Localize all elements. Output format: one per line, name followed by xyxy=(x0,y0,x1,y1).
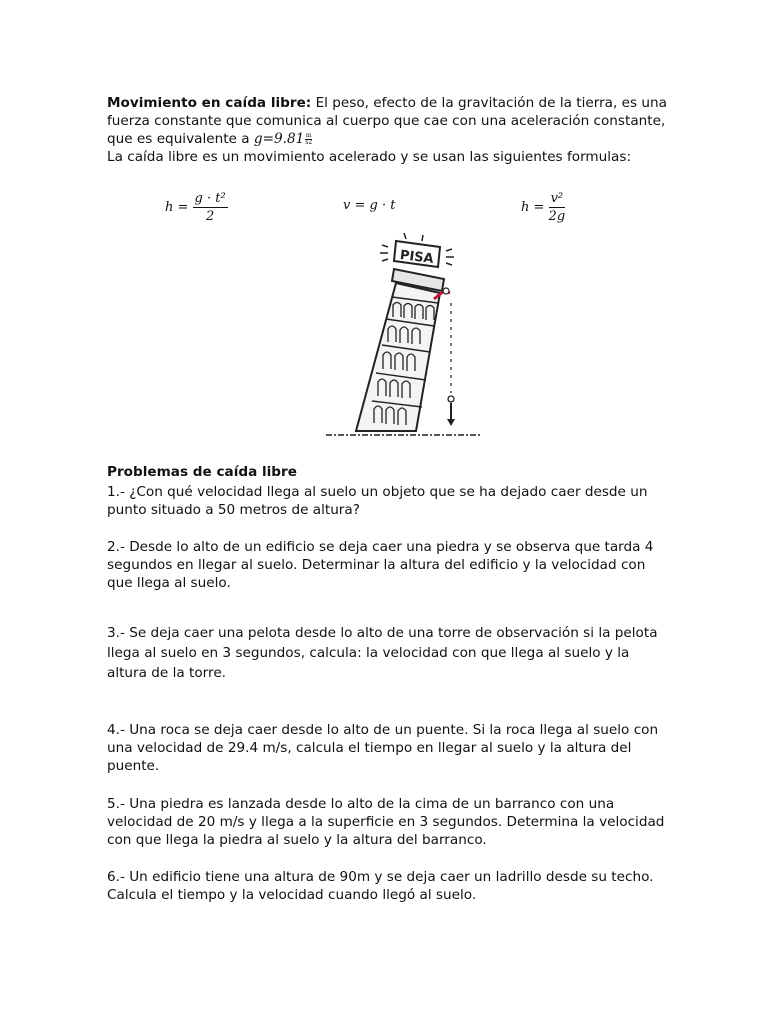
gravity-unit-den: s2 xyxy=(305,138,313,146)
pisa-sign-text: PISA xyxy=(399,247,435,267)
formula3-numerator: v² xyxy=(549,190,566,208)
intro-text: El peso, efecto de la gravitación de la tierra, es una fuerza constante que comunica al cuerpo que cae con una aceleración constante, que es equivalente a xyxy=(107,95,667,147)
problems-title: Problemas de caída libre xyxy=(107,464,297,480)
formula-velocity: v = g · t xyxy=(343,198,396,213)
intro-line2: La caída libre es un movimiento acelerado y se usan las siguientes formulas: xyxy=(107,149,632,165)
formula-height-velocity xyxy=(521,190,565,225)
formula1-numerator: g · t² xyxy=(194,191,226,206)
formula3-lhs: h = xyxy=(521,200,545,215)
leaning-tower-illustration xyxy=(322,233,492,443)
problem-5: 5.- Una piedra es lanzada desde lo alto de la cima de un barranco con una velocidad de 20 m/s y llega a la superficie en 3 segundos. Determina la velocidad con que llega la piedra al suelo y la altura del barranco. xyxy=(107,796,665,848)
problem-4: 4.- Una roca se deja caer desde lo alto de un puente. Si la roca llega al suelo con una velocidad de 29.4 m/s, calcula el tiempo en llegar al suelo y la altura del puente. xyxy=(107,722,659,774)
tower-body xyxy=(356,269,444,431)
gravity-unit xyxy=(305,133,312,146)
falling-object xyxy=(447,396,455,426)
formula1-denominator: 2 xyxy=(205,209,215,224)
gravity-value: g=9.81 xyxy=(253,131,305,147)
formula3-fraction xyxy=(549,190,566,225)
formula3-denominator: 2g xyxy=(548,209,566,224)
pisa-sign xyxy=(380,233,454,267)
gravity-unit-num: m xyxy=(305,131,312,139)
problem-1: 1.- ¿Con qué velocidad llega al suelo un objeto que se ha dejado caer desde un punto situado a 50 metros de altura? xyxy=(107,484,648,518)
formula1-lhs: h = xyxy=(165,200,189,215)
problems-heading-block xyxy=(107,463,667,481)
formula-height-time xyxy=(165,190,228,225)
formula1-fraction xyxy=(193,190,228,225)
intro-paragraph xyxy=(107,94,667,166)
problem-3: 3.- Se deja caer una pelota desde lo alto de una torre de observación si la pelota llega al suelo en 3 segundos, calcula: la velocidad con que llega al suelo y la altura de la torre. xyxy=(107,625,658,681)
problem-2: 2.- Desde lo alto de un edificio se deja caer una piedra y se observa que tarda 4 segundos en llegar al suelo. Determinar la altura del edificio y la velocidad con que llega al suelo. xyxy=(107,539,654,591)
problem-6: 6.- Un edificio tiene una altura de 90m y se deja caer un ladrillo desde su techo. Calcula el tiempo y la velocidad cuando llegó al suelo. xyxy=(107,869,654,903)
intro-heading: Movimiento en caída libre: xyxy=(107,95,312,111)
